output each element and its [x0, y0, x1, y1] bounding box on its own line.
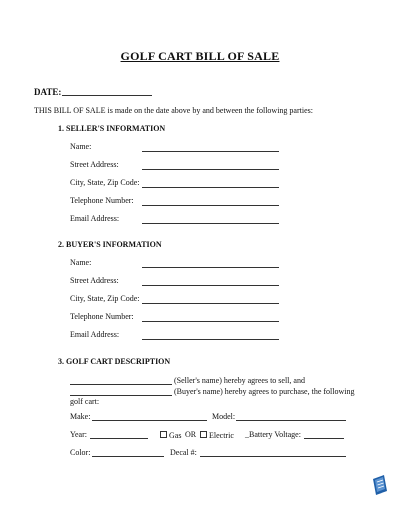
make-field[interactable]: [92, 420, 207, 421]
seller-city-field[interactable]: [142, 187, 279, 188]
electric-option[interactable]: [200, 431, 234, 440]
gas-label: Gas: [169, 431, 182, 440]
year-field[interactable]: [90, 438, 148, 439]
year-label: Year:: [70, 430, 87, 439]
color-label: Color:: [70, 448, 91, 457]
gas-option[interactable]: [160, 431, 181, 440]
document-logo-icon: [372, 474, 388, 496]
seller-email-label: Email Address:: [70, 214, 120, 223]
date-field[interactable]: [62, 95, 152, 96]
description-heading: 3. GOLF CART DESCRIPTION: [58, 357, 171, 366]
electric-label: Electric: [209, 431, 234, 440]
seller-phone-label: Telephone Number:: [70, 196, 134, 205]
document-title: GOLF CART BILL OF SALE: [120, 49, 280, 63]
buyer-city-field[interactable]: [142, 303, 279, 304]
decal-label: Decal #:: [170, 448, 197, 457]
seller-heading: 1. SELLER'S INFORMATION: [58, 124, 166, 133]
battery-voltage-label: _Battery Voltage:: [245, 430, 301, 439]
buyer-street-field[interactable]: [142, 285, 279, 286]
seller-name-label: Name:: [70, 142, 92, 151]
seller-street-label: Street Address:: [70, 160, 119, 169]
buyer-phone-label: Telephone Number:: [70, 312, 134, 321]
or-label: OR: [185, 430, 197, 439]
buyer-email-field[interactable]: [142, 339, 279, 340]
seller-name-field[interactable]: [142, 151, 279, 152]
buyer-heading: 2. BUYER'S INFORMATION: [58, 240, 162, 249]
buyer-city-label: City, State, Zip Code:: [70, 294, 140, 303]
golf-cart-text: golf cart:: [70, 397, 100, 406]
buyer-name-label: Name:: [70, 258, 92, 267]
date-label: DATE:: [34, 87, 62, 97]
decal-field[interactable]: [200, 456, 346, 457]
seller-street-field[interactable]: [142, 169, 279, 170]
buyer-name-blank[interactable]: [70, 395, 172, 396]
seller-email-field[interactable]: [142, 223, 279, 224]
seller-phone-field[interactable]: [142, 205, 279, 206]
gas-checkbox[interactable]: [160, 431, 167, 438]
seller-name-blank[interactable]: [70, 384, 172, 385]
make-label: Make:: [70, 412, 91, 421]
electric-checkbox[interactable]: [200, 431, 207, 438]
seller-city-label: City, State, Zip Code:: [70, 178, 140, 187]
intro-text: THIS BILL OF SALE is made on the date above by and between the following parties:: [34, 106, 313, 115]
buyer-agrees-text: (Buyer's name) hereby agrees to purchase, the following: [174, 387, 355, 396]
buyer-name-field[interactable]: [142, 267, 279, 268]
model-field[interactable]: [236, 420, 346, 421]
buyer-phone-field[interactable]: [142, 321, 279, 322]
buyer-street-label: Street Address:: [70, 276, 119, 285]
model-label: Model:: [212, 412, 236, 421]
buyer-email-label: Email Address:: [70, 330, 120, 339]
battery-voltage-field[interactable]: [304, 438, 344, 439]
color-field[interactable]: [92, 456, 164, 457]
seller-agrees-text: (Seller's name) hereby agrees to sell, and: [174, 376, 305, 385]
